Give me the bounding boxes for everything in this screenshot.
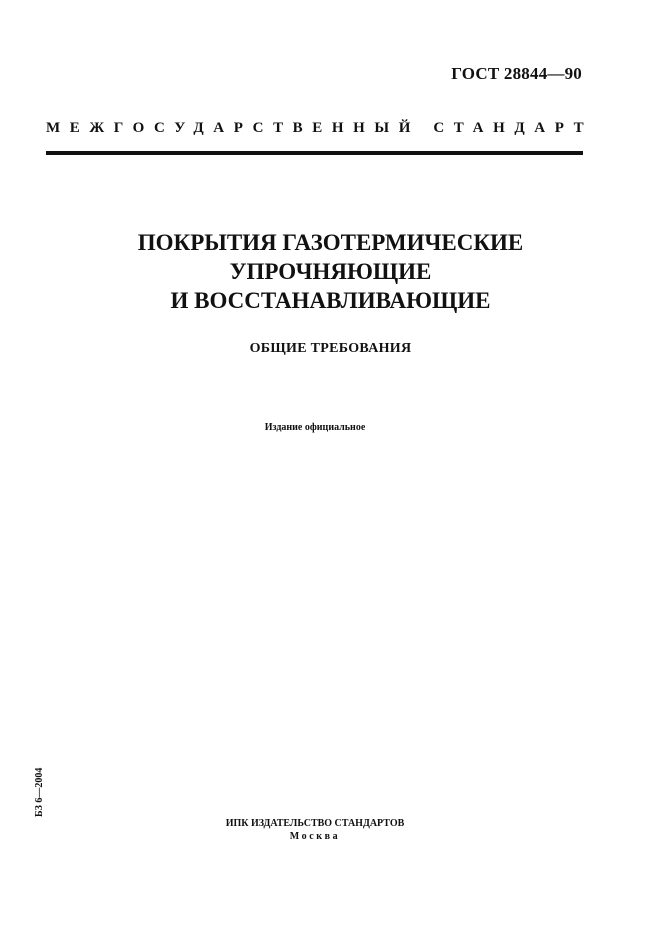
title-line-1: ПОКРЫТИЯ ГАЗОТЕРМИЧЕСКИЕ xyxy=(137,230,524,255)
header-divider xyxy=(46,151,583,155)
edition-note: Издание официальное xyxy=(264,422,366,433)
document-title xyxy=(0,228,661,315)
publisher-name: ИПК ИЗДАТЕЛЬСТВО СТАНДАРТОВ xyxy=(225,818,405,829)
document-subtitle: ОБЩИЕ ТРЕБОВАНИЯ xyxy=(249,341,412,356)
document-number: ГОСТ 28844—90 xyxy=(451,64,582,83)
standard-type-heading: МЕЖГОСУДАРСТВЕННЫЙ СТАНДАРТ xyxy=(46,120,594,136)
catalog-code: БЗ 6—2004 xyxy=(34,767,45,817)
publisher-city: Москва xyxy=(289,831,341,842)
title-line-2: УПРОЧНЯЮЩИЕ xyxy=(229,259,432,284)
title-line-3: И ВОССТАНАВЛИВАЮЩИЕ xyxy=(170,288,491,313)
